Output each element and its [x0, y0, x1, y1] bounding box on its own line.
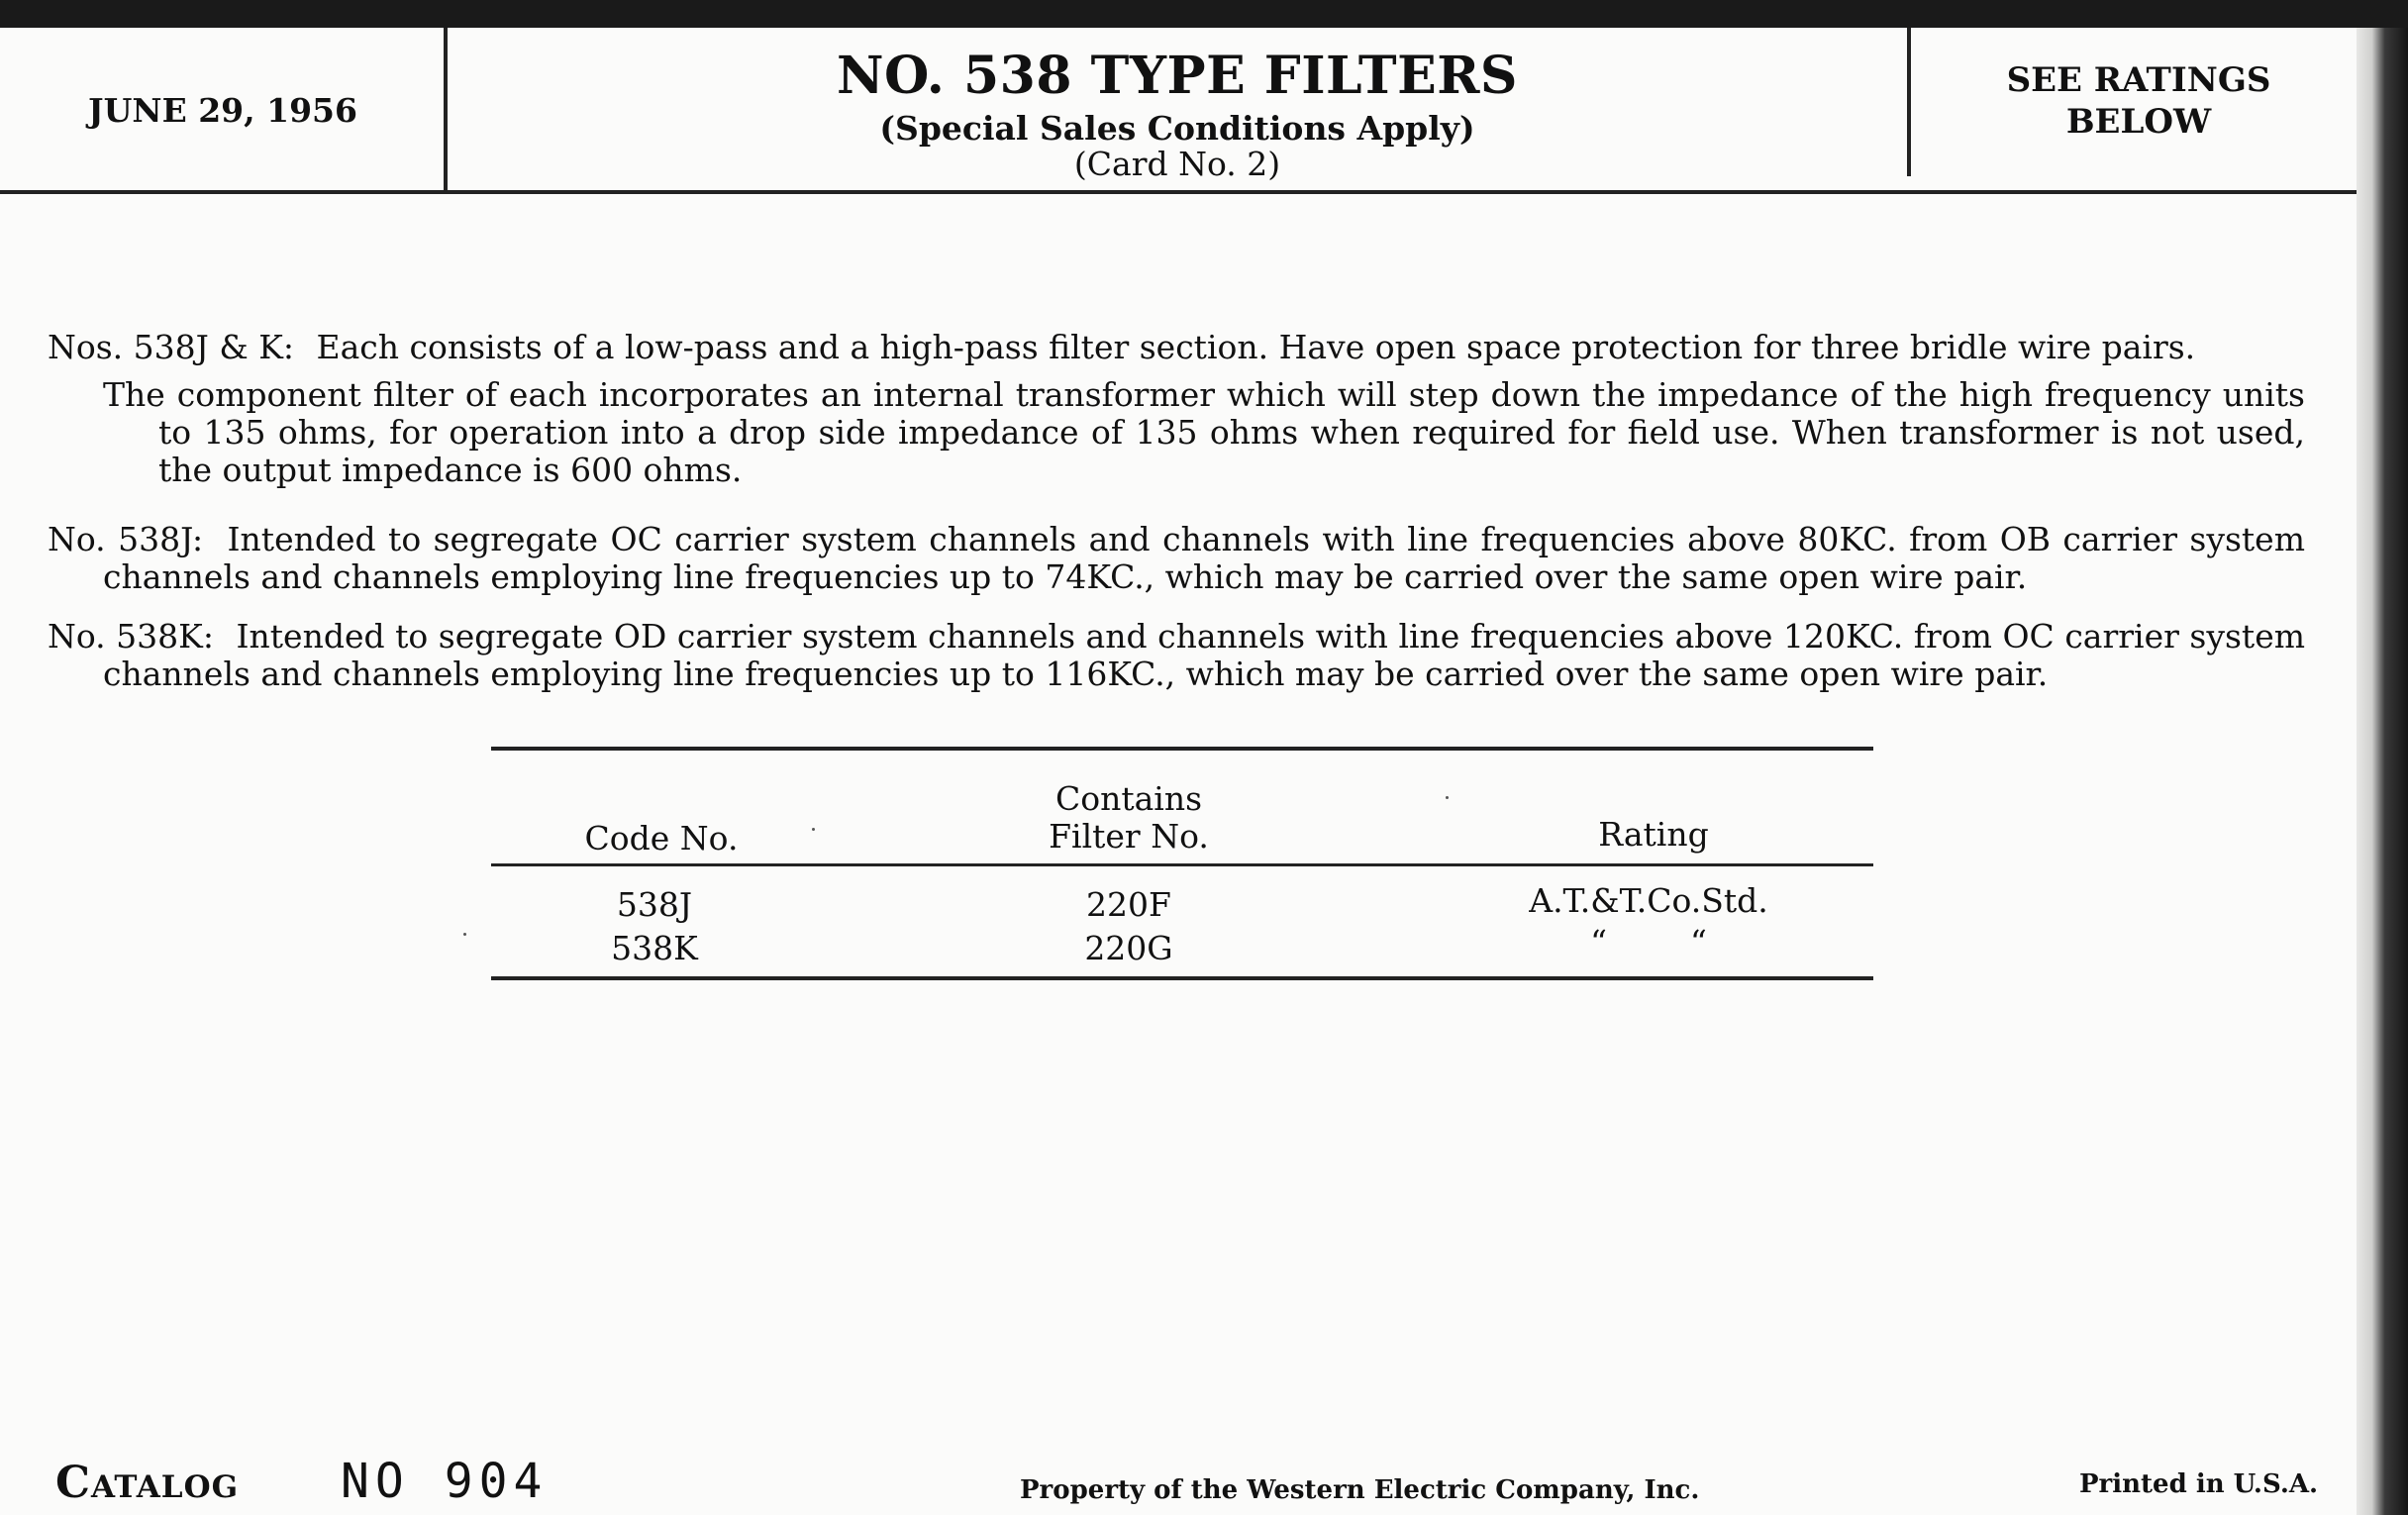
cell-code: 538K — [611, 929, 698, 967]
paragraph-538jk — [48, 329, 2275, 366]
paragraph-label: No. 538K: — [48, 617, 214, 656]
header-date: JUNE 29, 1956 — [88, 91, 357, 130]
scan-edge — [2357, 28, 2408, 1515]
table-bottom-rule — [491, 976, 1873, 980]
printed-in-notice: Printed in U.S.A. — [2079, 1469, 2319, 1499]
header-ratings-note — [1911, 59, 2366, 143]
property-notice: Property of the Western Electric Company, Inc. — [1020, 1475, 1700, 1505]
cell-filter: 220F — [1086, 885, 1171, 924]
paragraph-538j — [48, 520, 2306, 596]
page-title: NO. 538 TYPE FILTERS — [837, 46, 1518, 106]
paragraph-text: Intended to segregate OC carrier system channels and channels with line frequencies above 80KC. from OB carrier system channels and channels employing line frequencies up to 74KC., which may be carried over the same open wire pair. — [103, 520, 2306, 596]
table-header-rule — [491, 863, 1873, 866]
cell-filter: 220G — [1084, 929, 1173, 967]
column-header-filter-line1: Contains — [1054, 779, 1203, 818]
print-speck — [1446, 796, 1449, 799]
column-header-filter — [951, 780, 1307, 856]
catalog-card — [0, 28, 2357, 1515]
table-top-rule — [491, 747, 1873, 751]
column-header-rating: Rating — [1598, 815, 1709, 854]
paragraph-label: Nos. 538J & K: — [48, 328, 294, 366]
paragraph-text: Each consists of a low-pass and a high-pass filter section. Have open space protection for three bridle wire pairs. — [316, 328, 2196, 366]
card-header — [0, 28, 2357, 194]
ratings-line-2: BELOW — [2065, 102, 2212, 142]
cell-rating: “ “ — [1590, 923, 1707, 961]
catalog-label: Catalog — [55, 1458, 240, 1508]
card-number: (Card No. 2) — [1073, 145, 1281, 183]
page-subtitle: (Special Sales Conditions Apply) — [879, 109, 1475, 148]
catalog-number: NO 904 — [341, 1454, 549, 1509]
cell-code: 538J — [616, 885, 693, 924]
column-header-filter-line2: Filter No. — [1049, 817, 1209, 856]
cell-rating: A.T.&T.Co.Std. — [1529, 881, 1768, 920]
paragraph-538k — [48, 617, 2306, 693]
print-speck — [812, 828, 815, 831]
paragraph-label: No. 538J: — [48, 520, 204, 558]
print-speck — [463, 933, 466, 936]
paragraph-text: Intended to segregate OD carrier system channels and channels with line frequencies above 120KC. from OC carrier system channels and channels employing line frequencies up to 116KC., which may be carried over the same open wire pair. — [103, 617, 2306, 693]
ratings-line-1: SEE RATINGS — [2006, 60, 2271, 100]
paragraph-transformer: The component filter of each incorporates an internal transformer which will step down the impedance of the high frequency units to 135 ohms, for operation into a drop side impedance of 135 ohms when required for field use. When transformer is not used, the output impedance is 600 ohms. — [103, 375, 2305, 489]
column-header-code: Code No. — [584, 819, 739, 858]
